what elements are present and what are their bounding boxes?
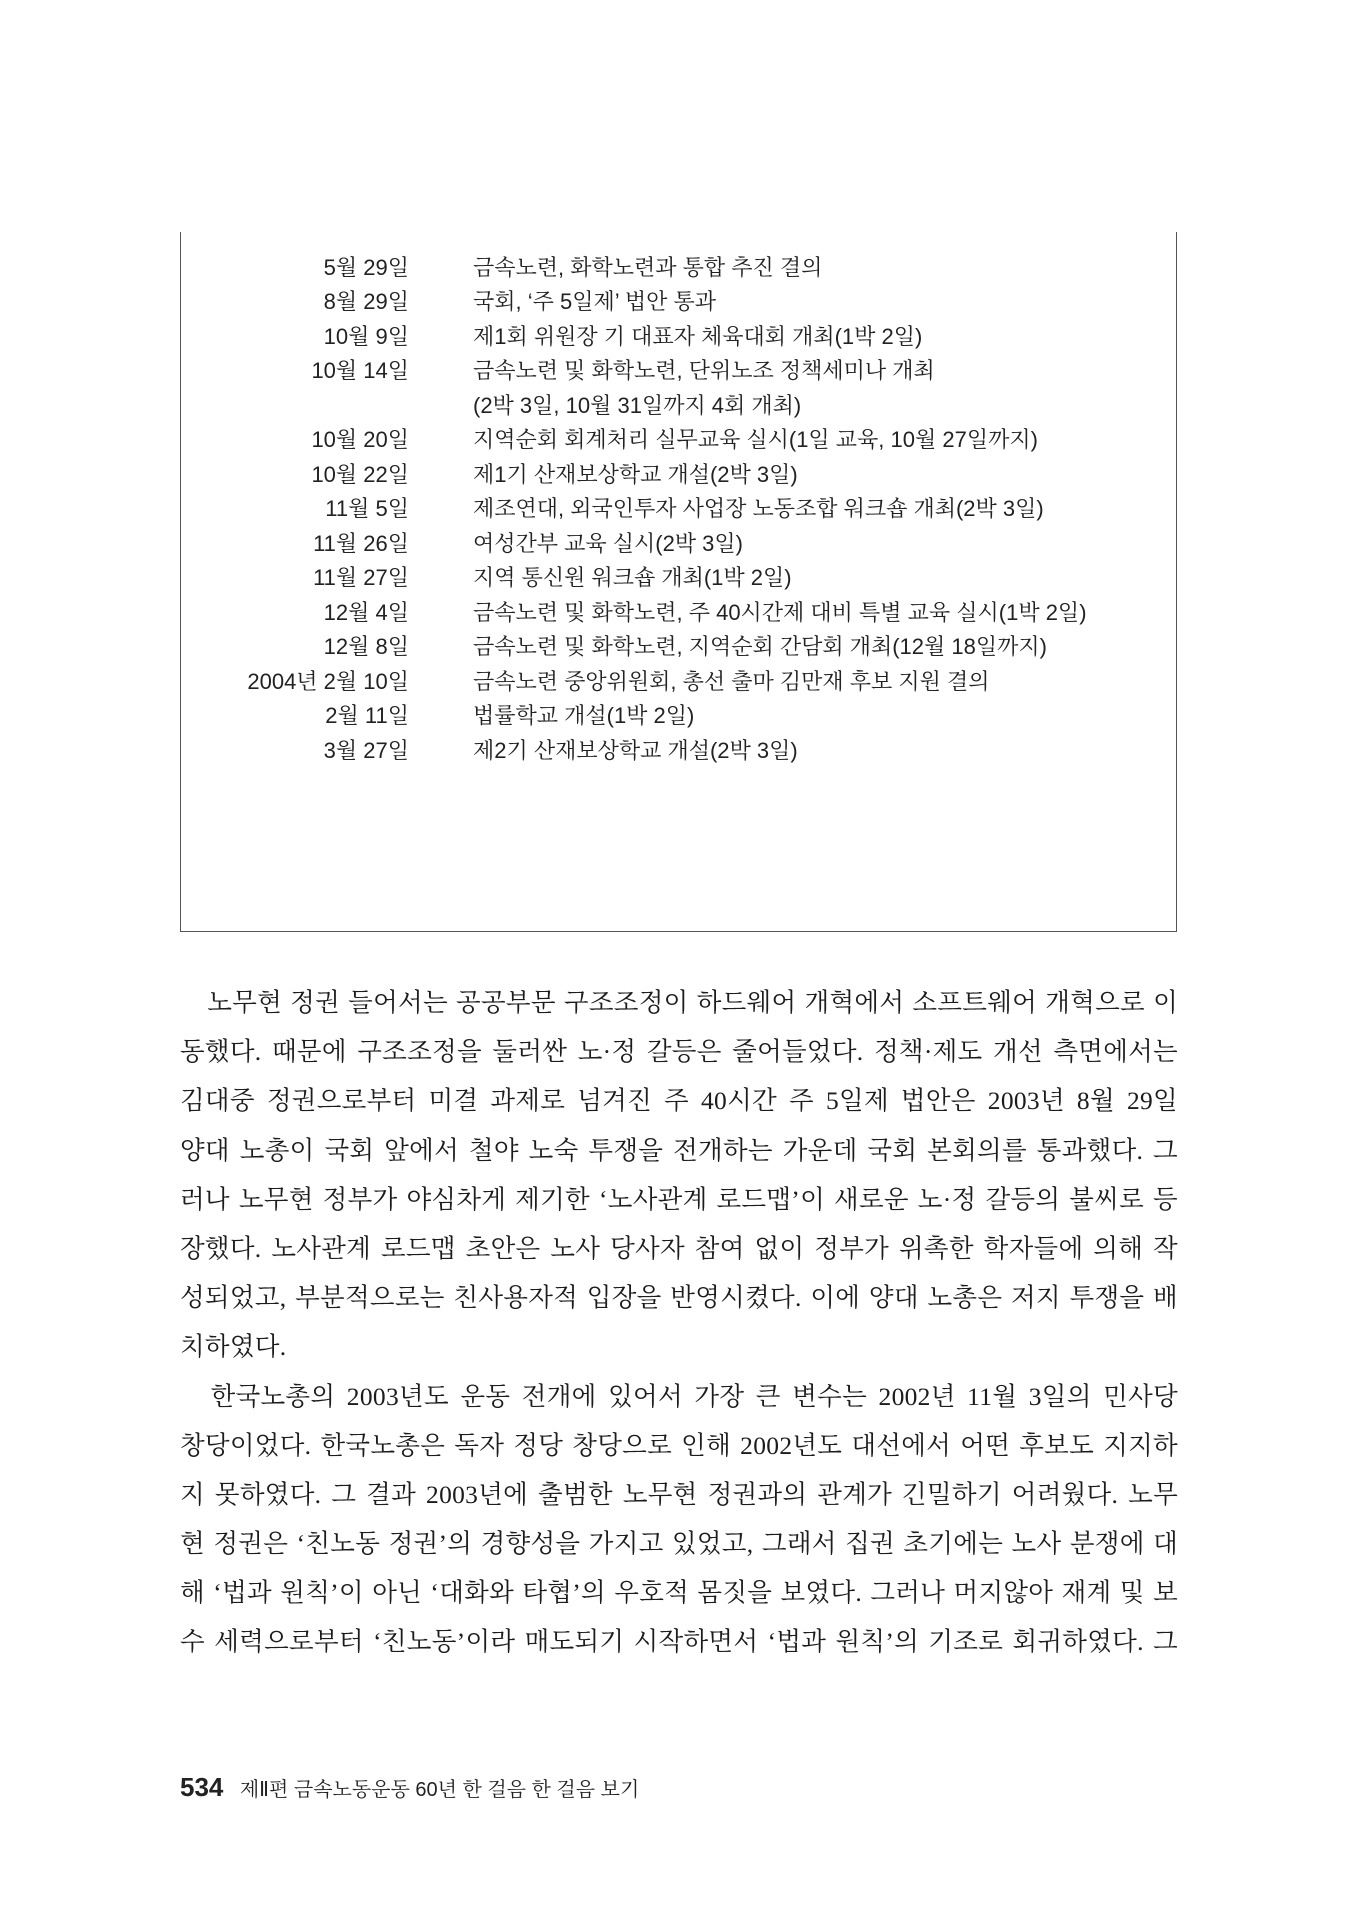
paragraph-line: 김대중 정권으로부터 미결 과제로 넘겨진 주 40시간 주 5일제 법안은 2003년 8월 29일 [180, 1086, 1178, 1116]
timeline-event: 국회, ‘주 5일제’ 법안 통과 [473, 289, 717, 314]
body-text [180, 978, 1178, 1667]
timeline-event: (2박 3일, 10월 31일까지 4회 개최) [473, 393, 802, 418]
timeline-row [181, 558, 1176, 598]
timeline-date: 10월 22일 [311, 462, 409, 487]
timeline-date: 10월 14일 [311, 358, 409, 383]
timeline-event: 제1회 위원장 기 대표자 체육대회 개최(1박 2일) [473, 324, 923, 349]
paragraph-line: 장했다. 노사관계 로드맵 초안은 노사 당사자 참여 없이 정부가 위촉한 학자들에 의해 작 [180, 1233, 1178, 1263]
running-title: 제Ⅱ편 금속노동운동 60년 한 걸음 한 걸음 보기 [239, 1779, 640, 1801]
timeline-event: 지역 통신원 워크숍 개최(1박 2일) [473, 565, 792, 590]
paragraph-line: 양대 노총이 국회 앞에서 철야 노숙 투쟁을 전개하는 가운데 국회 본회의를 통과했다. 그 [180, 1135, 1178, 1165]
paragraph-line: 동했다. 때문에 구조조정을 둘러싼 노·정 갈등은 줄어들었다. 정책·제도 개선 측면에서는 [180, 1037, 1178, 1067]
paragraph-line: 성되었고, 부분적으로는 친사용자적 입장을 반영시켰다. 이에 양대 노총은 저지 투쟁을 배 [180, 1283, 1178, 1313]
timeline-event: 여성간부 교육 실시(2박 3일) [473, 531, 743, 556]
timeline-row [181, 627, 1176, 667]
timeline-row [181, 731, 1176, 771]
paragraph-line: 수 세력으로부터 ‘친노동’이라 매도되기 시작하면서 ‘법과 원칙’의 기조로 회귀하였다. 그 [180, 1627, 1178, 1657]
timeline-event: 금속노련 및 화학노련, 주 40시간제 대비 특별 교육 실시(1박 2일) [473, 600, 1087, 625]
timeline-event: 금속노련, 화학노련과 통합 추진 결의 [473, 255, 823, 280]
paragraph-line: 지 못하였다. 그 결과 2003년에 출범한 노무현 정권과의 관계가 긴밀하기 어려웠다. 노무 [180, 1479, 1178, 1509]
timeline-row [181, 420, 1176, 460]
timeline-row [181, 282, 1176, 322]
timeline-event: 제조연대, 외국인투자 사업장 노동조합 워크숍 개최(2박 3일) [473, 496, 1044, 521]
paragraph-line: 러나 노무현 정부가 야심차게 제기한 ‘노사관계 로드맵’이 새로운 노·정 갈등의 불씨로 등 [180, 1184, 1178, 1214]
timeline-date: 10월 20일 [311, 427, 409, 452]
timeline-event: 금속노련 및 화학노련, 단위노조 정책세미나 개최 [473, 358, 935, 383]
timeline-row [181, 489, 1176, 529]
timeline-date: 10월 9일 [323, 324, 409, 349]
paragraph-line: 한국노총의 2003년도 운동 전개에 있어서 가장 큰 변수는 2002년 11월 3일의 민사당 [180, 1381, 1178, 1411]
timeline-date: 11월 27일 [313, 565, 409, 590]
timeline-row [181, 351, 1176, 391]
timeline-event: 지역순회 회계처리 실무교육 실시(1일 교육, 10월 27일까지) [473, 427, 1038, 452]
timeline-row [181, 696, 1176, 736]
timeline-date: 2월 11일 [325, 703, 409, 728]
timeline-event: 금속노련 중앙위원회, 총선 출마 김만재 후보 지원 결의 [473, 669, 990, 694]
timeline-date: 5월 29일 [323, 255, 409, 280]
timeline-date: 12월 4일 [323, 600, 409, 625]
timeline-date: 8월 29일 [323, 289, 409, 314]
timeline-box [180, 232, 1177, 932]
paragraph-line: 해 ‘법과 원칙’이 아닌 ‘대화와 타협’의 우호적 몸짓을 보였다. 그러나 머지않아 재계 및 보 [180, 1578, 1178, 1608]
timeline-event: 제2기 산재보상학교 개설(2박 3일) [473, 738, 798, 763]
timeline-event: 금속노련 및 화학노련, 지역순회 간담회 개최(12월 18일까지) [473, 634, 1047, 659]
timeline-date: 2004년 2월 10일 [247, 669, 409, 694]
paragraph-line: 현 정권은 ‘친노동 정권’의 경향성을 가지고 있었고, 그래서 집권 초기에는 노사 분쟁에 대 [180, 1529, 1178, 1559]
page-number: 534 [180, 1772, 224, 1802]
paragraph-line: 창당이었다. 한국노총은 독자 정당 창당으로 인해 2002년도 대선에서 어떤 후보도 지지하 [180, 1430, 1178, 1460]
timeline-event: 제1기 산재보상학교 개설(2박 3일) [473, 462, 798, 487]
timeline-event: 법률학교 개설(1박 2일) [473, 703, 695, 728]
timeline-date: 11월 26일 [313, 531, 409, 556]
timeline-date: 12월 8일 [323, 634, 409, 659]
page-footer [180, 1772, 639, 1812]
timeline-date: 3월 27일 [323, 738, 409, 763]
paragraph-line: 치하였다. [180, 1332, 287, 1362]
paragraph-line: 노무현 정권 들어서는 공공부문 구조조정이 하드웨어 개혁에서 소프트웨어 개혁으로 이 [180, 988, 1178, 1017]
timeline-date: 11월 5일 [325, 496, 409, 521]
